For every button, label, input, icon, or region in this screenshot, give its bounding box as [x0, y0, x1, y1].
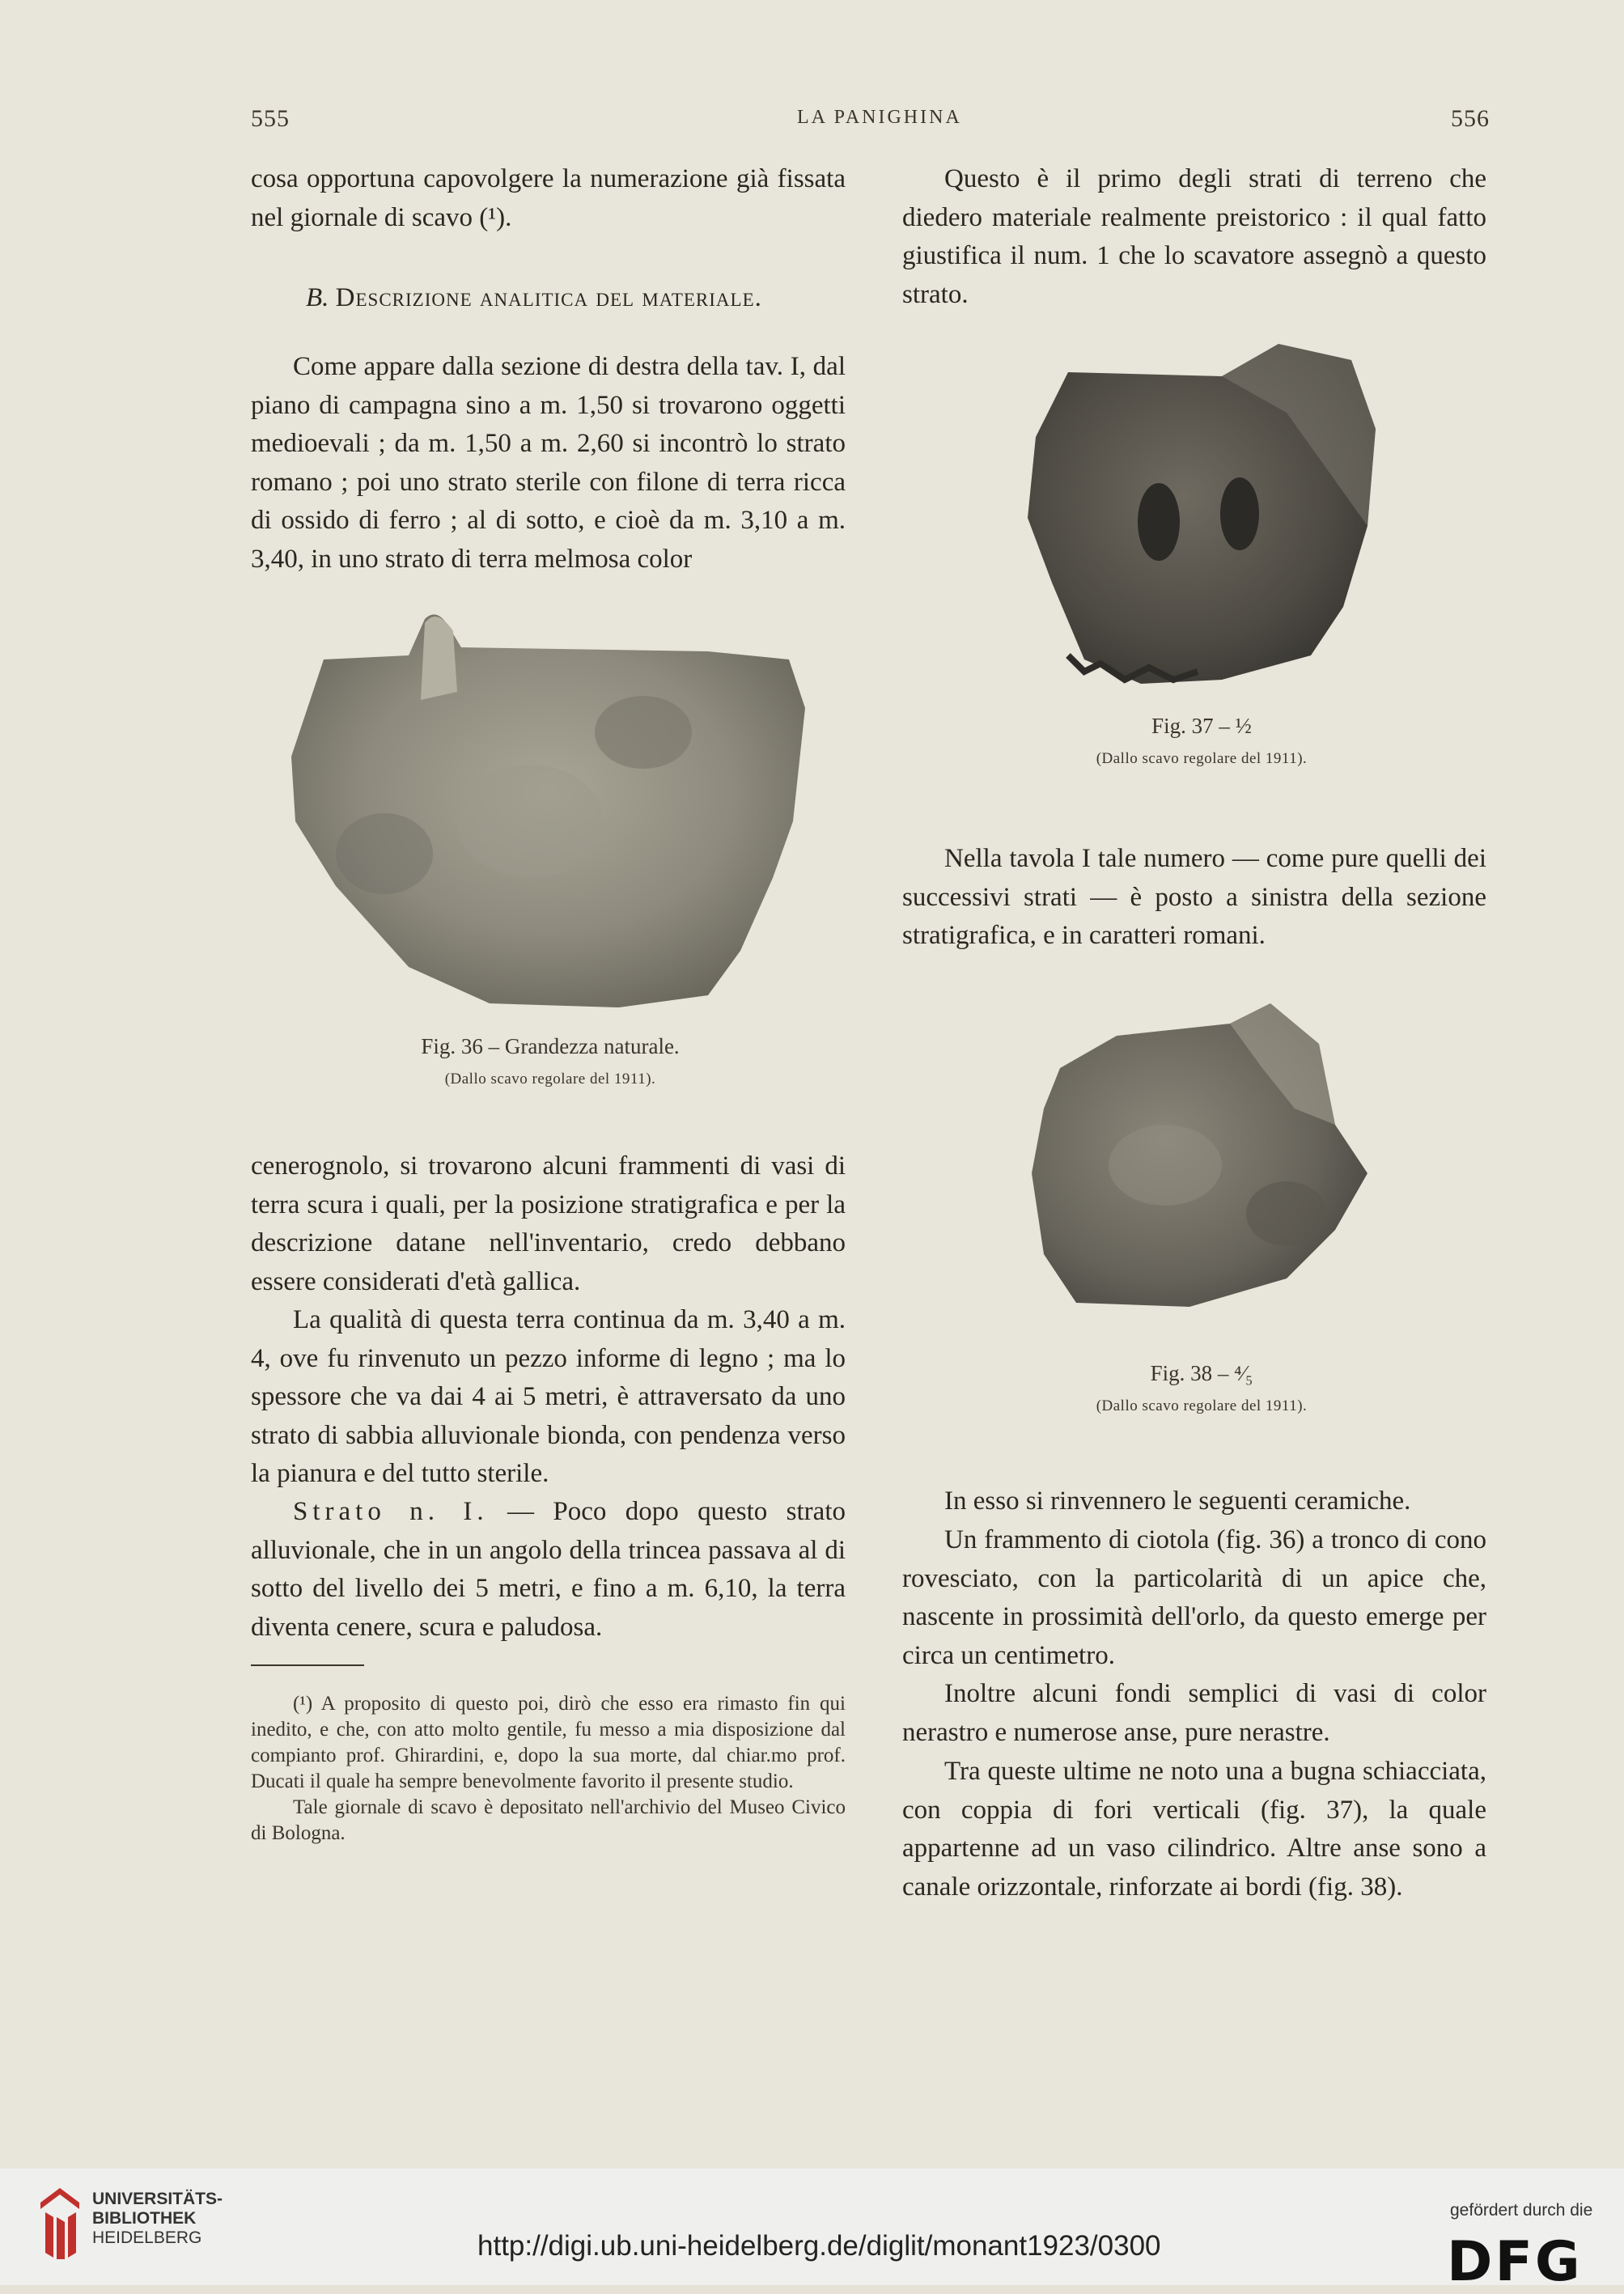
library-line-1: UNIVERSITÄTS- [92, 2190, 223, 2208]
fig37-caption [1003, 714, 1400, 768]
ub-heidelberg-logo-icon [37, 2185, 83, 2262]
footnotes [251, 1691, 846, 1847]
source-url[interactable]: http://digi.ub.uni-heidelberg.de/diglit/monant1923/0300 [477, 2230, 1161, 2262]
right-para-4: Un frammento di ciotola (fig. 36) a tronco di cono rovesciato, con la particolarità di un apice che, nascente in prossimità dell'orlo, da questo emerge per circa un centimetro. [902, 1525, 1486, 1670]
fig37-label: Fig. 37 – ½ [1151, 714, 1252, 738]
left-para-3: cenerognolo, si trovarono alcuni frammenti di vasi di terra scura i quali, per la posizione stratigrafica e per la descrizione datane nell'inventario, credo debbano essere considerati d'età gallica. [251, 1151, 846, 1296]
left-para-5 [251, 1493, 846, 1647]
library-line-3: HEIDELBERG [92, 2228, 202, 2247]
right-para-3: In esso si rinvennero le seguenti ceramiche. [944, 1486, 1411, 1516]
right-para-5: Inoltre alcuni fondi semplici di vasi di color nerastro e numerose anse, pure nerastre. [902, 1679, 1486, 1747]
right-para-1: Questo è il primo degli strati di terreno che diedero materiale realmente preistorico : il qual fatto giustifica il num. 1 che lo scavatore assegnò a questo strato. [902, 164, 1486, 309]
fig37-photo [1020, 340, 1384, 688]
fig38-photo [1028, 1003, 1367, 1311]
dfg-logo-icon: DFG [1447, 2230, 1583, 2294]
left-para-1: cosa opportuna capovolgere la numerazione già fissata nel giornale di scavo (¹). [251, 164, 846, 232]
strato-label: Strato n. I. [293, 1497, 489, 1526]
fig38-sub: (Dallo scavo regolare del 1911). [1096, 1397, 1308, 1414]
left-para-2: Come appare dalla sezione di destra della tav. I, dal piano di campagna sino a m. 1,50 si trovarono oggetti medioevali ; da m. 1,50 a m. 2,60 si incontrò lo strato romano ; poi uno strato sterile con filone di terra ricca di ossido di ferro ; al di sotto, e cioè da m. 3,10 a m. 3,40, in uno strato di terra melmosa color [251, 352, 846, 574]
fig36-label: Fig. 36 – Grandezza naturale. [421, 1034, 680, 1058]
heading-text: Descrizione analitica del materiale. [335, 283, 762, 312]
footnote-2: Tale giornale di scavo è depositato nell'archivio del Museo Civico di Bologna. [251, 1796, 846, 1844]
fig36-sub: (Dallo scavo regolare del 1911). [444, 1071, 656, 1088]
right-para-2: Nella tavola I tale numero — come pure quelli dei successivi strati — è posto a sinistra della sezione stratigrafica, e in caratteri romani. [902, 844, 1486, 950]
footnote-1: (¹) A proposito di questo poi, dirò che esso era rimasto fin qui inedito, e che, con atto molto gentile, fu messo a mia disposizione dal compianto prof. Ghirardini, e, dopo la sua morte, dal chiar.mo prof. Ducati il quale ha sempre benevolmente favorito il presente studio. [251, 1693, 846, 1792]
footnote-divider [251, 1664, 364, 1666]
running-title: LA PANIGHINA [797, 107, 962, 128]
page-number-right: 556 [1451, 105, 1490, 132]
left-para-4: La qualità di questa terra continua da m. 3,40 a m. 4, ove fu rinvenuto un pezzo informe di legno ; ma lo spessore che va dai 4 ai 5 metri, è attraversato da uno strato di sabbia alluvionale bionda, con pendenza verso la pianura e del tutto sterile. [251, 1305, 846, 1488]
fig37-sub: (Dallo scavo regolare del 1911). [1096, 750, 1308, 767]
footer-bar [0, 2169, 1624, 2285]
heading-letter: B. [306, 283, 329, 312]
section-heading [306, 283, 762, 313]
fig38-caption [1003, 1361, 1400, 1415]
page-number-left: 555 [251, 105, 290, 132]
strato-text: — Poco dopo questo strato alluvionale, che in un angolo della trincea passava al di sotto del livello dei 5 metri, e fino a m. 6,10, la terra diventa cenere, scura e paludosa. [251, 1497, 846, 1642]
funded-by-label: gefördert durch die [1450, 2201, 1593, 2220]
fig36-photo [287, 611, 813, 1007]
library-line-2: BIBLIOTHEK [92, 2209, 197, 2228]
fig36-caption [287, 1034, 813, 1088]
fig38-label: Fig. 38 – ⁴⁄₅ [1150, 1361, 1253, 1385]
library-name [92, 2190, 223, 2248]
right-para-6: Tra queste ultime ne noto una a bugna schiacciata, con coppia di fori verticali (fig. 37), la quale appartenne ad un vaso cilindrico. Altre anse sono a canale orizzontale, rinforzate ai bordi (fig. 38). [902, 1757, 1486, 1902]
